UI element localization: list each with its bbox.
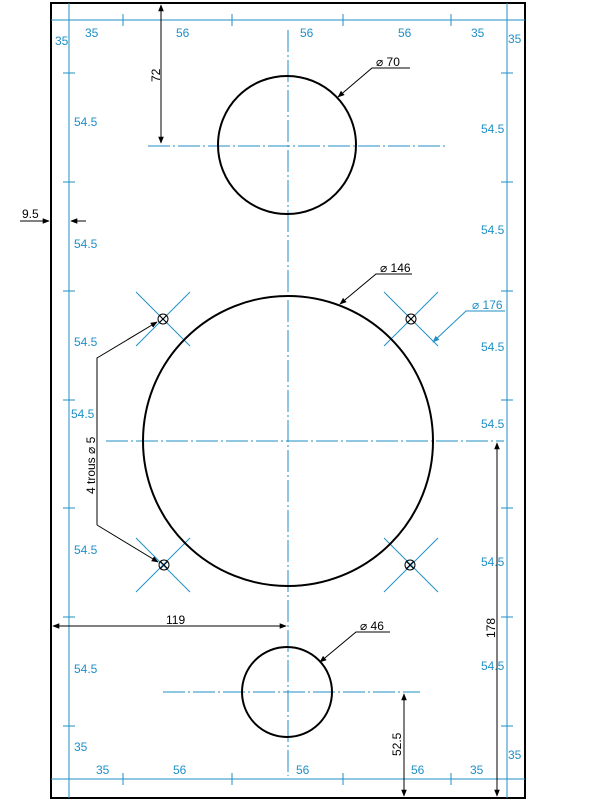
diameter-70-label: ⌀ 70 — [376, 55, 400, 69]
right-dim-3: 54.5 — [481, 223, 505, 237]
top-dim-3: 56 — [300, 26, 314, 40]
bolt-circle-label: ⌀ 176 — [472, 298, 503, 312]
bottom-dim-3: 56 — [296, 763, 310, 777]
mounting-hole-crosses — [136, 292, 438, 592]
right-dim-2: 54.5 — [481, 122, 505, 136]
mounting-holes — [158, 314, 416, 570]
top-dim-4: 56 — [398, 26, 412, 40]
top-offset-label: 72 — [149, 68, 163, 82]
right-dim-1: 35 — [508, 32, 522, 46]
right-dim-5: 54.5 — [481, 417, 505, 431]
bottom-offset-label: 52.5 — [390, 732, 404, 756]
diameter-146-label: ⌀ 146 — [380, 261, 411, 275]
bottom-dim-2: 56 — [173, 763, 187, 777]
left-dim-1: 35 — [55, 34, 69, 48]
left-dim-4: 54.5 — [74, 335, 98, 349]
bottom-dim-5: 35 — [470, 763, 484, 777]
horizontal-offset-label: 119 — [166, 613, 186, 627]
bottom-dim-1: 35 — [96, 763, 110, 777]
right-dim-7: 54.5 — [481, 659, 505, 673]
bottom-height-label: 178 — [484, 617, 498, 638]
diameter-46-label: ⌀ 46 — [360, 619, 384, 633]
mounting-holes-label: 4 trous ⌀ 5 — [84, 436, 98, 494]
left-dim-3: 54.5 — [74, 237, 98, 251]
left-dim-5: 54.5 — [71, 407, 95, 421]
left-dim-6: 54.5 — [74, 543, 98, 557]
top-dim-1: 35 — [85, 26, 99, 40]
center-lines — [106, 30, 504, 776]
left-dim-7: 54.5 — [74, 662, 98, 676]
left-dim-8: 35 — [74, 740, 88, 754]
side-offset-label: 9.5 — [22, 207, 39, 221]
top-dim-2: 56 — [176, 26, 190, 40]
bottom-dim-4: 56 — [411, 763, 425, 777]
right-dim-4: 54.5 — [481, 340, 505, 354]
bolt-circle-leader — [433, 311, 505, 342]
left-dim-2: 54.5 — [74, 115, 98, 129]
hole-top-70 — [218, 76, 356, 214]
top-dim-5: 35 — [471, 26, 485, 40]
right-dim-6: 54.5 — [481, 555, 505, 569]
right-dim-8: 35 — [508, 748, 522, 762]
